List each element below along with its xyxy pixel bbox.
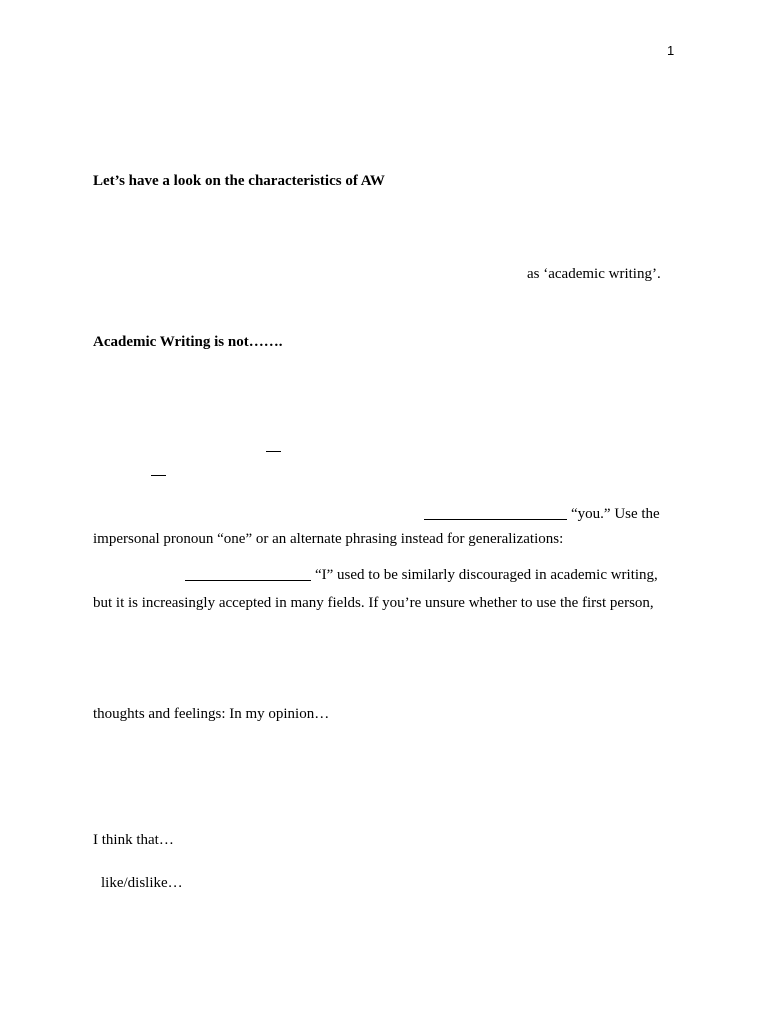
text-increasingly-accepted: but it is increasingly accepted in many fields. If you’re unsure whether to use the first person, [93, 595, 654, 611]
heading-academic-writing-is-not: Academic Writing is not……. [93, 334, 283, 350]
fill-in-blank [424, 519, 567, 520]
text-you: “you.” Use the [571, 506, 660, 522]
dash-mark [266, 451, 281, 452]
text-i-used: “I” used to be similarly discouraged in academic writing, [315, 567, 658, 583]
text-i-think: I think that… [93, 832, 174, 848]
text-thoughts-feelings: thoughts and feelings: In my opinion… [93, 706, 330, 722]
heading-characteristics: Let’s have a look on the characteristics of AW [93, 173, 385, 189]
text-like-dislike: like/dislike… [101, 875, 183, 891]
text-academic-writing: as ‘academic writing’. [527, 266, 661, 282]
page-number: 1 [667, 43, 675, 58]
text-impersonal-pronoun: impersonal pronoun “one” or an alternate phrasing instead for generalizations: [93, 531, 564, 547]
dash-mark [151, 475, 166, 476]
fill-in-blank [185, 580, 311, 581]
